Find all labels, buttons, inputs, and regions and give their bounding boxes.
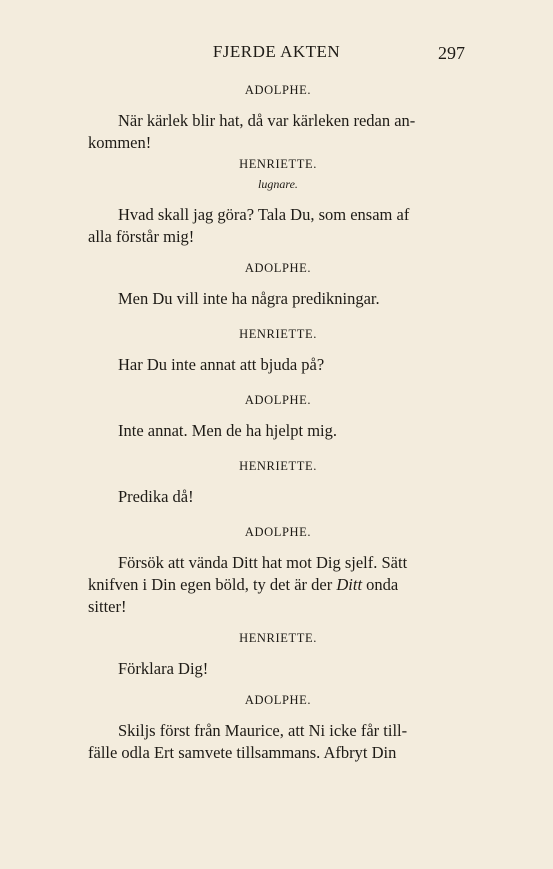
dialogue-text: alla förstår mig!: [88, 227, 195, 246]
dialogue-text: Men Du vill inte ha några predikningar.: [118, 289, 380, 308]
dialogue-text: Inte annat. Men de ha hjelpt mig.: [118, 421, 338, 440]
speaker-henriette: HENRIETTE.: [239, 157, 317, 171]
dialogue-text: onda: [366, 575, 399, 594]
dialogue-text: sitter!: [88, 597, 127, 616]
speaker-henriette: HENRIETTE.: [239, 631, 317, 645]
dialogue-text: När kärlek blir hat, då var kärleken redan an-: [118, 111, 416, 130]
dialogue-line: [88, 742, 468, 764]
speaker-adolphe: ADOLPHE.: [244, 83, 312, 97]
emphasized-word: Ditt: [336, 575, 363, 594]
dialogue-line: [88, 132, 468, 154]
running-header-title: FJERDE AKTEN: [212, 42, 341, 61]
page-number: 297: [438, 43, 465, 63]
speaker-adolphe: ADOLPHE.: [244, 693, 312, 707]
dialogue-line: [88, 354, 468, 376]
dialogue-text: Har Du inte annat att bjuda på?: [118, 355, 325, 374]
dialogue-line: [88, 720, 468, 742]
dialogue-line: [88, 288, 468, 310]
speaker-henriette: HENRIETTE.: [239, 459, 317, 473]
dialogue-line: [88, 596, 468, 618]
dialogue-line: [88, 552, 468, 574]
dialogue-line: [88, 486, 468, 508]
dialogue-text: Hvad skall jag göra? Tala Du, som ensam af: [118, 205, 410, 224]
dialogue-text: Skiljs först från Maurice, att Ni icke får till-: [118, 721, 408, 740]
dialogue-text: Försök att vända Ditt hat mot Dig sjelf. Sätt: [118, 553, 408, 572]
dialogue-line: [88, 658, 468, 680]
stage-direction: lugnare.: [258, 177, 298, 191]
dialogue-text: kommen!: [88, 133, 152, 152]
dialogue-line: [88, 204, 468, 226]
speaker-henriette: HENRIETTE.: [239, 327, 317, 341]
dialogue-text: Förklara Dig!: [118, 659, 209, 678]
dialogue-text: fälle odla Ert samvete tillsammans. Afbryt Din: [88, 743, 397, 762]
dialogue-line: [88, 226, 468, 248]
dialogue-line: [88, 110, 468, 132]
play-text: [88, 80, 468, 764]
dialogue-text: knifven i Din egen böld, ty det är der: [88, 575, 333, 594]
speaker-adolphe: ADOLPHE.: [244, 261, 312, 275]
speaker-adolphe: ADOLPHE.: [244, 393, 312, 407]
dialogue-text: Predika då!: [118, 487, 194, 506]
dialogue-line: [88, 420, 468, 442]
speaker-adolphe: ADOLPHE.: [244, 525, 312, 539]
dialogue-line: [88, 574, 468, 596]
